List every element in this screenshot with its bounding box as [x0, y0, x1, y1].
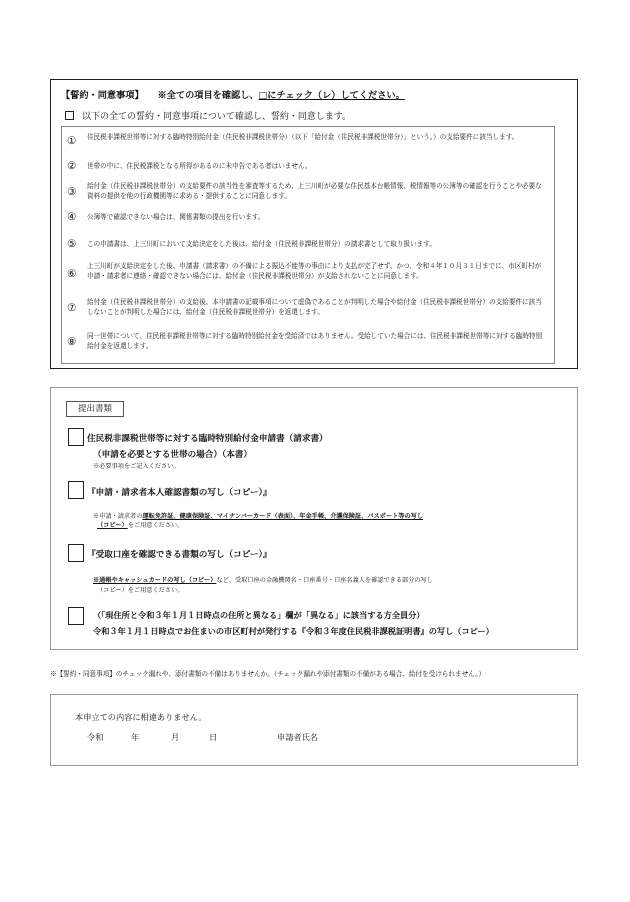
- pledge-item-number: ④: [67, 211, 77, 223]
- pledge-item-text: 給付金（住民税非課税世帯分）の支給要件の該当性を審査等するため、上三川町が必要な住民基本台帳情報、税情報等の公簿等の確認を行うことや必要な資料の提供を他の行政機関等に求める・提供することに同意します。: [87, 182, 542, 200]
- doc2-note-suffix: をご用意ください。: [127, 522, 184, 529]
- pledge-header: [61, 87, 405, 101]
- pledge-item-number: ⑤: [67, 238, 77, 250]
- date-year-field[interactable]: 年: [131, 732, 140, 742]
- doc2-note-underlined: 運転免許証、健康保険証、マイナンバーカード（表面）、年金手帳、介護保険証、パスポート等の写し: [142, 513, 424, 520]
- declaration-box: [50, 694, 578, 766]
- pledge-item-text: 同一世帯について、住民税非課税世帯等に対する臨時特別給付金を受給済ではありません。受給していた場合には、住民税非課税世帯等に対する臨時特別給付金を返還します。: [87, 332, 543, 350]
- doc3-title: 『受取口座を確認できる書類の写し（コピー）』: [87, 550, 272, 560]
- doc3-note-underlined: ※通帳やキャッシュカードの写し（コピー）: [93, 577, 217, 584]
- pledge-item-text: 給付金（住民税非課税世帯分）の支給後、本申請書の記載事項について虚偽であることが判明した場合や給付金（住民税非課税世帯分）の支給要件に該当しないことが判明した場合には、給付金（住民税非課税世帯分）を返還します。: [87, 298, 542, 316]
- submission-documents-box: [50, 387, 578, 650]
- doc4-title: （「現住所と令和３年１月１日時点の住所と異なる」欄が「異なる」に該当する方全員分）: [93, 610, 425, 620]
- applicant-name-field[interactable]: 申請者氏名: [277, 732, 318, 742]
- pledge-item-text: 世帯の中に、住民税課税となる所得があるのに未申告である者はいません。: [87, 162, 312, 170]
- pledge-item-number: ②: [67, 160, 77, 172]
- pledge-item-number: ⑦: [67, 302, 77, 314]
- pledge-header-label: 【誓約・同意事項】: [61, 90, 144, 101]
- doc3-checkbox[interactable]: [68, 544, 84, 562]
- doc2-note-underlined-copy: （コピー）: [97, 522, 128, 529]
- agree-all-checkbox[interactable]: [65, 111, 74, 120]
- doc2-note: [93, 511, 423, 520]
- agree-all-label: 以下の全ての誓約・同意事項について確認し、誓約・同意します。: [82, 112, 352, 122]
- doc3-note-line2: （コピー）をご用意ください。: [97, 587, 184, 594]
- doc2-note-prefix: ※申請・請求者の: [93, 513, 143, 520]
- check-reminder-footnote: ※【誓約・同意事項】のチェック漏れや、添付書類の不備はありませんか。（チェック漏れや添付書類の不備がある場合、給付を受けられません。）: [50, 670, 486, 678]
- doc4-checkbox[interactable]: [68, 607, 84, 625]
- doc1-checkbox[interactable]: [68, 428, 84, 446]
- date-era: 令和: [87, 732, 104, 742]
- doc1-title: 住民税非課税世帯等に対する臨時特別給付金申請書（請求書）: [87, 434, 328, 444]
- documents-section-label: 提出書類: [66, 401, 124, 417]
- pledge-item-text: 上三川町が支給決定をした後、申請書（請求書）の不備による振込不能等の事由により支払が完了せず、かつ、令和４年１０月３１日までに、市区町村が申請・請求者に連絡・確認できない場合には、給付金（住民税非課税世帯分）が支給されないことに同意します。: [87, 262, 542, 280]
- doc2-title: 『申請・請求者本人確認書類の写し（コピー）』: [87, 488, 272, 498]
- pledge-item-number: ①: [67, 135, 77, 147]
- pledge-item-text: この申請書は、上三川町において支給決定をした後は、給付金（住民税非課税世帯分）の請求書として取り扱います。: [87, 240, 436, 248]
- doc3-note-suffix: など、受取口座の金融機関名・口座番号・口座名義人を確認できる部分の写し: [216, 577, 433, 584]
- doc4-title-line2: 令和３年１月１日時点でお住まいの市区町村が発行する『令和３年度住民税非課税証明書』の写し（コピー）: [93, 626, 494, 636]
- doc1-subtitle: （申請を必要とする世帯の場合）（本書）: [93, 450, 252, 460]
- doc3-note: [93, 575, 433, 584]
- pledge-item-number: ③: [67, 186, 77, 198]
- date-day-field[interactable]: 日: [209, 732, 218, 742]
- declaration-statement: 本申立ての内容に相違ありません。: [75, 712, 207, 722]
- pledge-item-text: 住民税非課税世帯等に対する臨時特別給付金（住民税非課税世帯分）（以下「給付金（住民税非課税世帯分）」という。）の支給要件に該当します。: [87, 133, 519, 141]
- pledge-item-number: ⑧: [67, 336, 77, 348]
- pledge-item-text: 公簿等で確認できない場合は、関係書類の提出を行います。: [87, 213, 265, 221]
- date-month-field[interactable]: 月: [171, 732, 180, 742]
- pledge-header-instruction-underlined: □にチェック（レ）してください。: [258, 90, 405, 101]
- doc2-checkbox[interactable]: [68, 481, 84, 499]
- doc2-note-line2: [97, 520, 183, 529]
- pledge-consent-box: [50, 79, 578, 369]
- pledge-header-instruction: ※全ての項目を確認し、: [157, 90, 259, 101]
- pledge-item-number: ⑥: [67, 268, 77, 280]
- pledge-items-list: [61, 126, 555, 364]
- doc1-note: ※必要事項をご記入ください。: [93, 463, 180, 470]
- agree-all-row[interactable]: [65, 109, 351, 122]
